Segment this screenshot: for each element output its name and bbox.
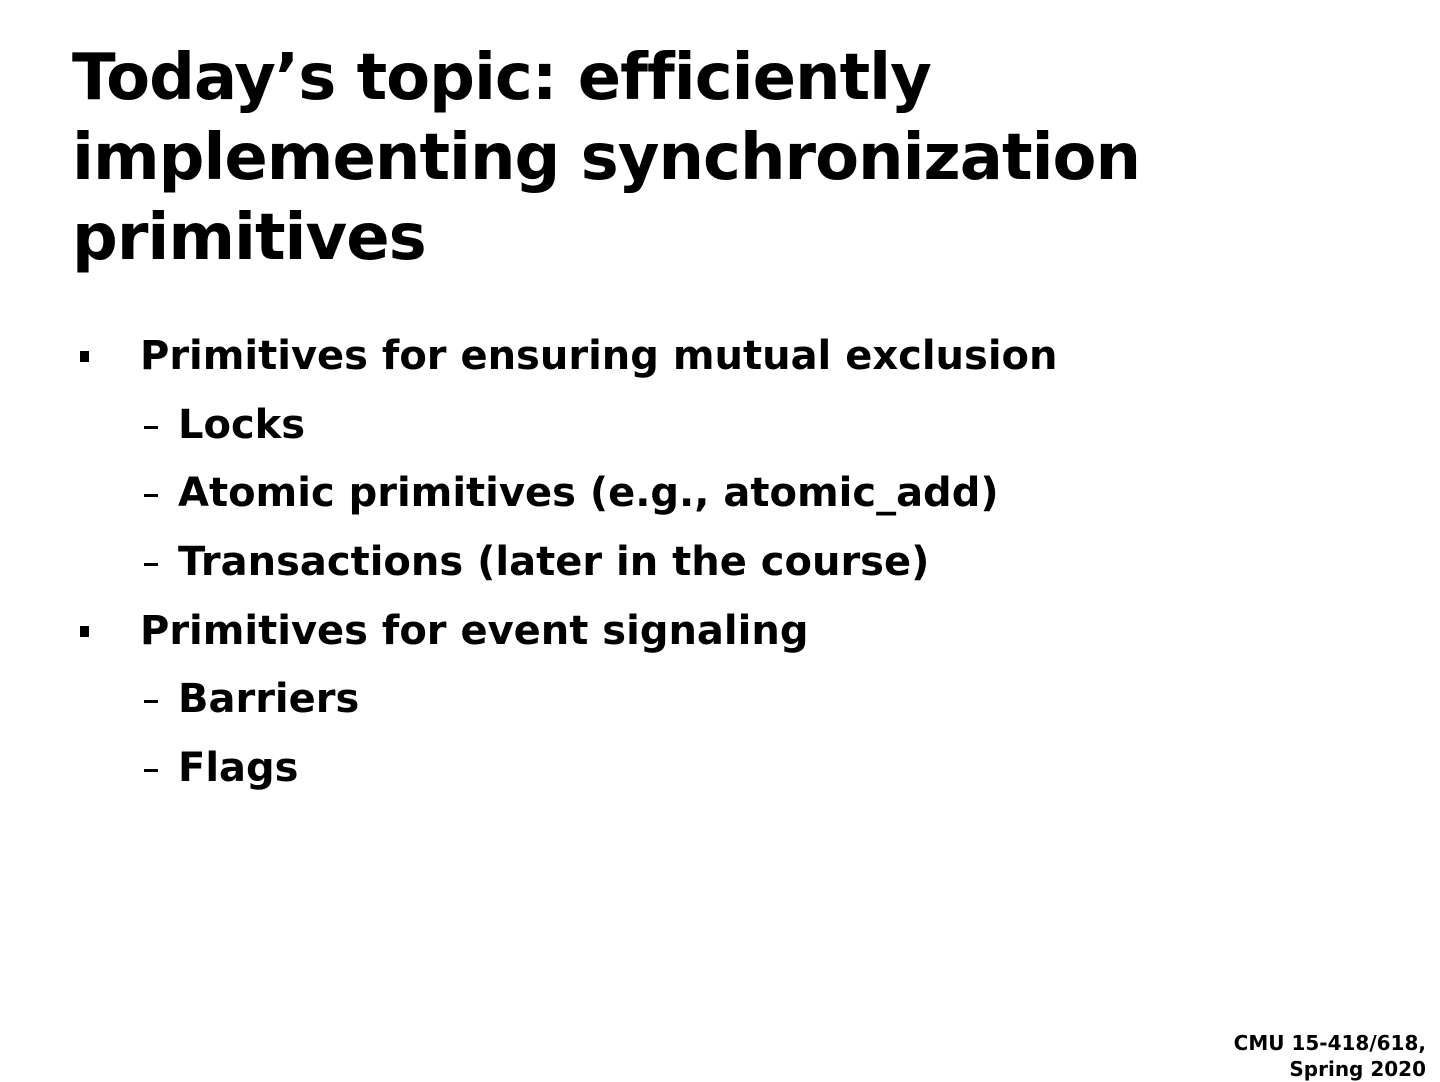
footer-line: Spring 2020	[1289, 1057, 1426, 1081]
sub-bullet-item	[72, 532, 1312, 601]
dash-bullet-icon	[144, 700, 158, 703]
sub-bullet-text: Transactions (later in the course)	[178, 539, 930, 586]
bullet-text: Primitives for event signaling	[140, 607, 809, 654]
bullet-item	[72, 601, 1312, 670]
sub-bullet-item	[72, 463, 1312, 532]
sub-bullet-item	[72, 669, 1312, 738]
dash-bullet-icon	[144, 563, 158, 566]
bullet-list	[72, 326, 1312, 807]
bullet-item	[72, 326, 1312, 395]
title-line: implementing synchronization	[72, 121, 1141, 195]
course-footer	[1234, 1030, 1426, 1082]
title-line: Today’s topic: efficiently	[72, 41, 931, 115]
bullet-text: Primitives for ensuring mutual exclusion	[140, 333, 1058, 379]
title-line: primitives	[72, 201, 426, 275]
slide-title	[72, 38, 1312, 278]
dash-bullet-icon	[144, 426, 158, 429]
dash-bullet-icon	[144, 494, 158, 497]
sub-bullet-text: Barriers	[178, 676, 360, 723]
square-bullet-icon	[80, 626, 89, 637]
dash-bullet-icon	[144, 769, 158, 772]
footer-line: CMU 15-418/618,	[1233, 1031, 1426, 1055]
square-bullet-icon	[80, 351, 89, 362]
sub-bullet-item	[72, 395, 1312, 464]
sub-bullet-text: Locks	[178, 401, 306, 448]
sub-bullet-text: Atomic primitives (e.g., atomic_add)	[178, 470, 999, 517]
sub-bullet-text: Flags	[178, 745, 299, 792]
sub-bullet-item	[72, 738, 1312, 807]
